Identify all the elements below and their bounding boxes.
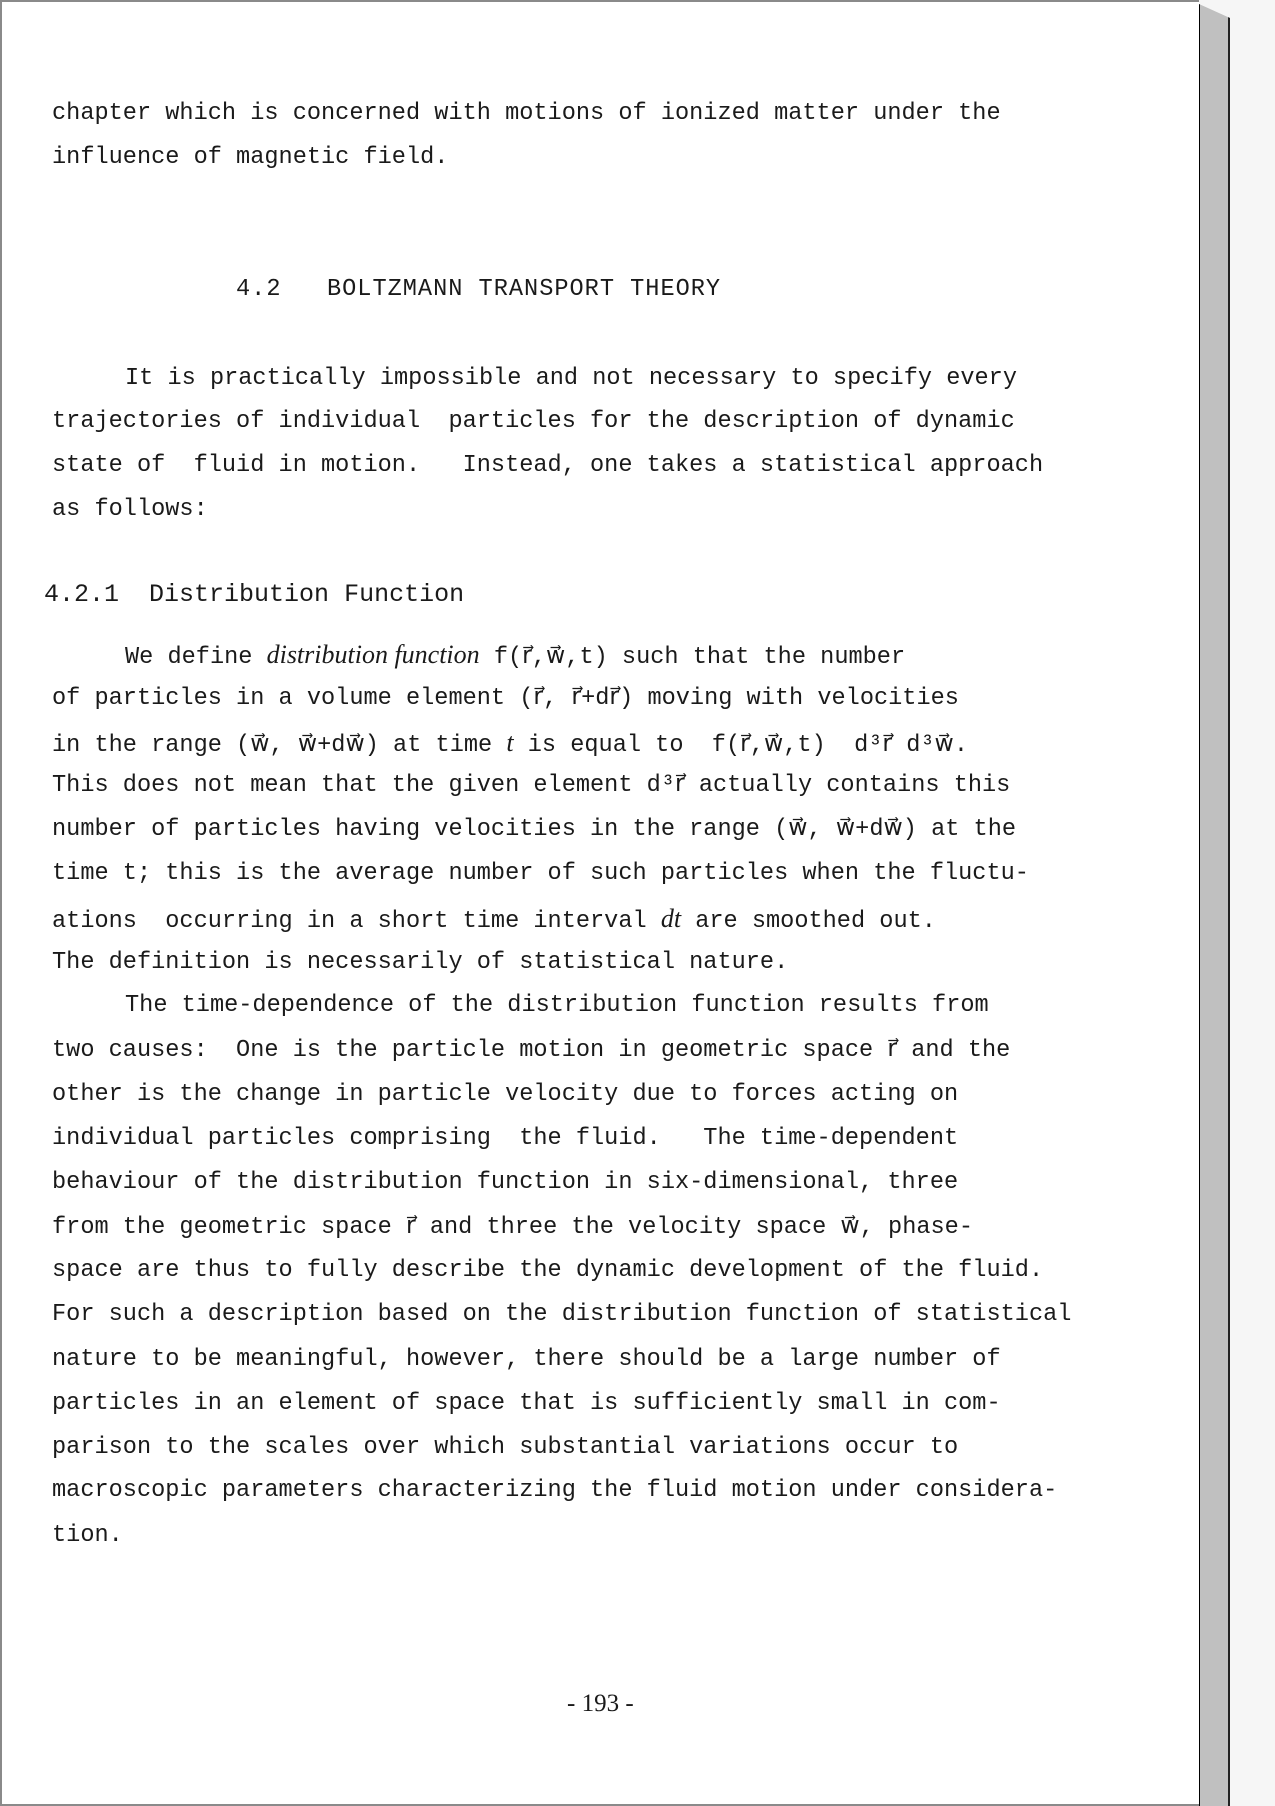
text-line: space are thus to fully describe the dynamic development of the fluid.: [52, 1257, 1044, 1284]
text: We define: [125, 644, 267, 671]
section-title: BOLTZMANN TRANSPORT THEORY: [326, 276, 722, 303]
section-number: 4.2: [236, 276, 282, 303]
text-line: influence of magnetic field.: [52, 144, 449, 171]
text-line: For such a description based on the distribution function of statistical: [52, 1301, 1072, 1328]
text-line: particles in an element of space that is sufficiently small in com-: [52, 1390, 1001, 1417]
section-heading: [236, 276, 721, 304]
text-line: parison to the scales over which substantial variations occur to: [52, 1434, 959, 1461]
text-line: from the geometric space r⃗ and three the velocity space w⃗, phase-: [52, 1214, 973, 1241]
italic-term: dt: [660, 904, 682, 933]
subsection-number: 4.2.1: [44, 580, 120, 609]
text-line: individual particles comprising the fluid. The time-dependent: [52, 1125, 959, 1152]
text-line: behaviour of the distribution function in six-dimensional, three: [52, 1169, 959, 1196]
text-line: This does not mean that the given element d³r⃗ actually contains this: [52, 772, 1011, 799]
text: ations occurring in a short time interval: [52, 908, 661, 935]
text-line: state of fluid in motion. Instead, one takes a statistical approach: [52, 452, 1044, 479]
text: is equal to f(r⃗,w⃗,t) d³r⃗ d³w⃗.: [513, 732, 969, 759]
text-line: trajectories of individual particles for the description of dynamic: [52, 408, 1015, 435]
page-edge: [1199, 4, 1230, 1806]
italic-term: t: [506, 728, 514, 757]
text-line: macroscopic parameters characterizing the fluid motion under considera-: [52, 1477, 1058, 1504]
text-line: The definition is necessarily of statistical nature.: [52, 949, 789, 976]
page-number: - 193 -: [567, 1690, 634, 1717]
text-line: The time-dependence of the distribution function results from: [125, 992, 989, 1019]
text-line: as follows:: [52, 496, 208, 523]
text: in the range (w⃗, w⃗+dw⃗) at time: [52, 732, 507, 759]
italic-term: distribution function: [266, 640, 480, 669]
subsection-heading: [44, 581, 464, 609]
text-line: It is practically impossible and not necessary to specify every: [125, 365, 1017, 392]
text-line: nature to be meaningful, however, there should be a large number of: [52, 1346, 1001, 1373]
subsection-title: Distribution Function: [149, 580, 465, 609]
text-line: time t; this is the average number of such particles when the fluctu-: [52, 860, 1029, 887]
text: are smoothed out.: [681, 908, 936, 935]
text-line: [52, 729, 968, 760]
text-line: chapter which is concerned with motions of ionized matter under the: [52, 100, 1001, 127]
text-line: of particles in a volume element (r⃗, r⃗+dr⃗) moving with velocities: [52, 685, 959, 712]
text-line: [125, 641, 905, 672]
text-line: [52, 905, 936, 936]
text: f(r⃗,w⃗,t) such that the number: [479, 644, 906, 671]
text-line: number of particles having velocities in the range (w⃗, w⃗+dw⃗) at the: [52, 816, 1017, 843]
text-line: two causes: One is the particle motion in geometric space r⃗ and the: [52, 1037, 1011, 1064]
text-line: tion.: [52, 1522, 123, 1549]
text-line: other is the change in particle velocity due to forces acting on: [52, 1081, 959, 1108]
